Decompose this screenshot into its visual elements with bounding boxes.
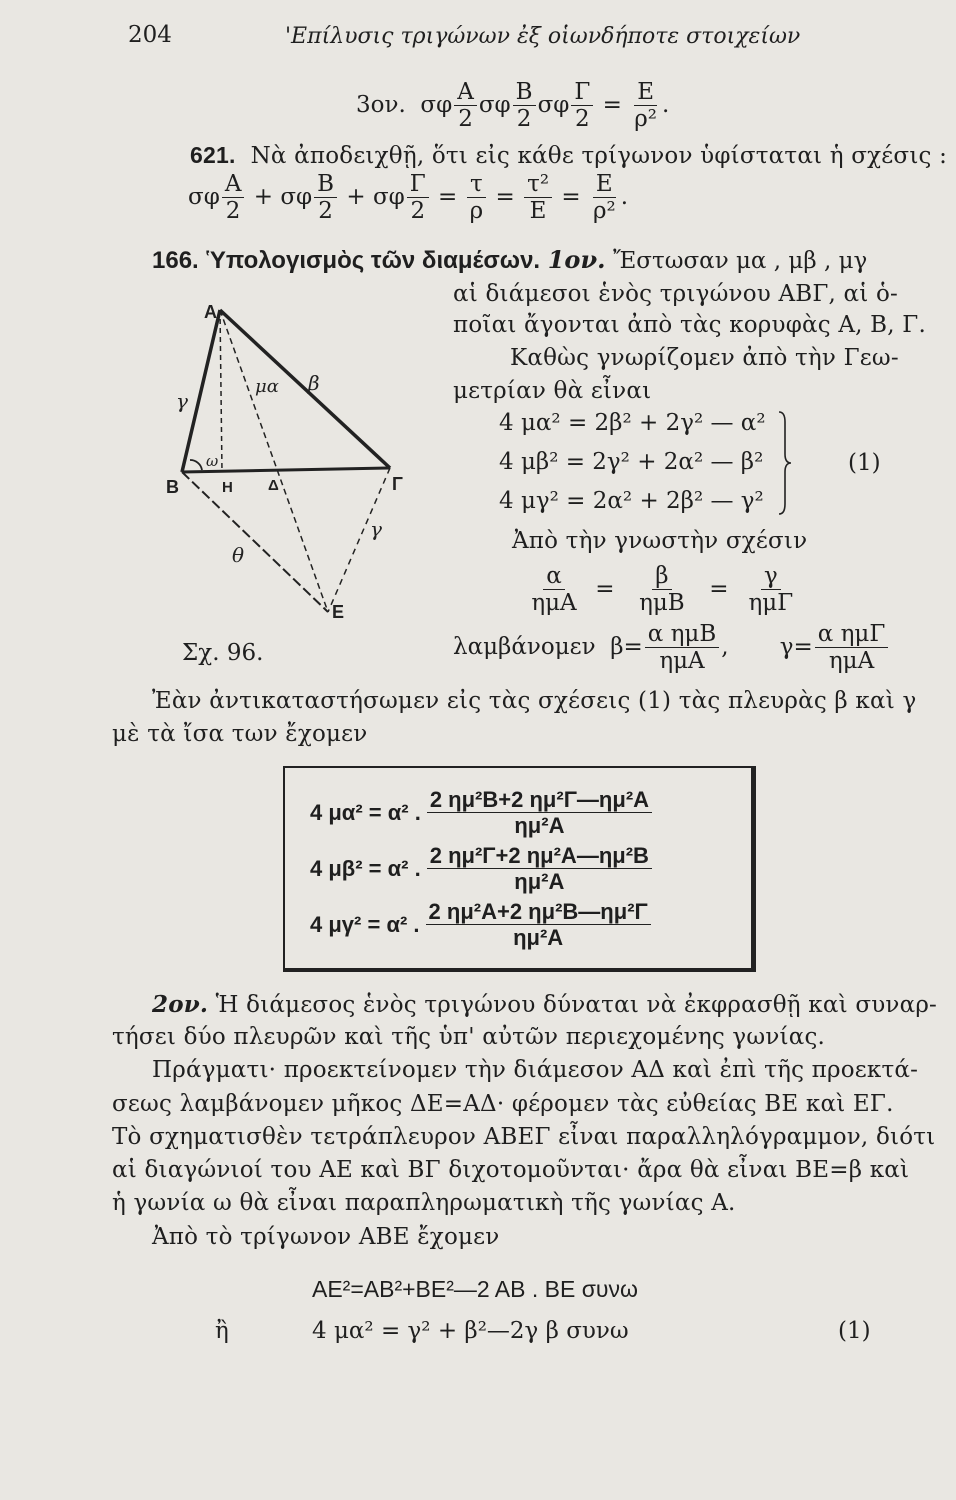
part2-line7: ἡ γωνία ω θὰ εἶναι παραπληρωματικὴ τῆς γωνίας Α. bbox=[112, 1190, 736, 1216]
section-166-line3: ποῖαι ἄγονται ἀπὸ τὰς κορυφὰς Α, Β, Γ. bbox=[453, 312, 926, 338]
part2-line5: Τὸ σχηματισθὲν τετράπλευρον ΑΒΕΓ εἶναι παραλληλόγραμμον, διότι bbox=[112, 1124, 936, 1150]
equation-1b: 4 μβ² = 2γ² + 2α² — β² bbox=[499, 449, 764, 475]
equation-1a: 4 μα² = 2β² + 2γ² — α² bbox=[499, 410, 766, 436]
part2-line1: 2ον. Ἡ διάμεσος ἑνὸς τριγώνου δύναται νὰ ἐκφρασθῇ καὶ συναρ- bbox=[152, 991, 938, 1018]
formula-label: 3ον. bbox=[356, 92, 406, 119]
fraction: $\frac{E}{\text{ρ²}}$ bbox=[634, 79, 657, 133]
label-beta: β bbox=[308, 371, 320, 395]
part2-line2: τήσει δύο πλευρῶν καὶ τῆς ὑπ' αὐτῶν περιεχομένης γωνίας. bbox=[112, 1024, 826, 1050]
part2-line3: Πράγματι· προεκτείνομεν τὴν διάμεσον ΑΔ καὶ ἐπὶ τῆς προεκτά- bbox=[152, 1057, 919, 1083]
label-G: Γ bbox=[392, 474, 403, 494]
label-E: Ε bbox=[332, 602, 345, 622]
figure-caption: Σχ. 96. bbox=[182, 640, 264, 666]
label-gamma: γ bbox=[176, 389, 188, 413]
label-gamma2: γ bbox=[370, 517, 382, 541]
part2-line4: σεως λαμβάνομεν μῆκος ΔΕ=ΑΔ· φέρομεν τὰς εὐθείας ΒΕ καὶ ΕΓ. bbox=[112, 1091, 894, 1117]
fraction: $\frac{B}{2}$ bbox=[513, 80, 536, 131]
final-equation-a: AE²=AB²+BE²—2 AB . BE συνω bbox=[312, 1276, 638, 1302]
running-title: 'Επίλυσις τριγώνων ἐξ οἱωνδήποτε στοιχείων bbox=[285, 24, 801, 49]
label-D: Δ bbox=[268, 477, 279, 494]
boxed-formula-a: 4 μα² = α² . $\frac{\text{2 ημ²Β+2 ημ²Γ—ημ²Α}}{\text{ημ²Α}}$ bbox=[310, 788, 654, 837]
formula-3ov: 3ον. σφ $\frac{A}{2}$ σφ $\frac{B}{2}$ σφ $\frac{\Gamma}{2}$ = $\frac{E}{\text{ρ²}}$ . bbox=[356, 79, 670, 133]
label-mu-a: μα bbox=[255, 376, 279, 397]
brace-icon bbox=[775, 410, 795, 516]
label-omega: ω bbox=[206, 452, 219, 470]
sine-rule: $\frac{\alpha}{\text{ημΑ}}$ = $\frac{\beta}{\text{ημΒ}}$ = $\frac{\gamma}{\text{ημΓ}}$ bbox=[531, 563, 794, 617]
exercise-621: 621. Νὰ ἀποδειχθῇ, ὅτι εἰς κάθε τρίγωνον ὑφίσταται ἡ σχέσις : bbox=[190, 142, 948, 169]
label-H: Η bbox=[222, 479, 233, 496]
final-equation-b: 4 μα² = γ² + β²—2γ β συνω bbox=[312, 1318, 629, 1344]
section-166-heading: 166. Ὑπολογισμὸς τῶν διαμέσων. 1ον. Ἔστωσαν μα , μβ , μγ bbox=[152, 245, 868, 274]
part2-line8: Ἀπὸ τὸ τρίγωνον ΑΒΕ ἔχομεν bbox=[152, 1224, 500, 1250]
page-number: 204 bbox=[128, 22, 172, 48]
part2-line6: αἱ διαγώνιοί του ΑΕ καὶ ΒΓ διχοτομοῦνται· ἄρα θὰ εἶναι ΒΕ=β καὶ bbox=[112, 1157, 910, 1183]
substitution-line2: μὲ τὰ ἴσα των ἔχομεν bbox=[112, 721, 368, 747]
boxed-formula-b: 4 μβ² = α² . $\frac{\text{2 ημ²Γ+2 ημ²Α—ημ²Β}}{\text{ημ²Α}}$ bbox=[310, 844, 654, 893]
triangle-figure bbox=[160, 300, 420, 630]
substitution-line1: Ἐὰν ἀντικαταστήσωμεν εἰς τὰς σχέσεις (1) τὰς πλευρὰς β καὶ γ bbox=[152, 688, 917, 714]
label-B: Β bbox=[166, 477, 179, 497]
fraction: $\frac{\Gamma}{2}$ bbox=[571, 80, 593, 131]
equation-1c: 4 μγ² = 2α² + 2β² — γ² bbox=[499, 488, 764, 514]
label-A: Α bbox=[204, 302, 217, 322]
boxed-formula-c: 4 μγ² = α² . $\frac{\text{2 ημ²Α+2 ημ²Β—ημ²Γ}}{\text{ημ²Α}}$ bbox=[310, 900, 653, 949]
fraction: $\frac{A}{2}$ bbox=[454, 80, 477, 131]
section-166-line5: μετρίαν θὰ εἶναι bbox=[453, 378, 652, 404]
section-166-line2: αἱ διάμεσοι ἑνὸς τριγώνου ΑΒΓ, αἱ ὁ- bbox=[453, 281, 899, 307]
sine-rule-intro: Ἀπὸ τὴν γνωστὴν σχέσιν bbox=[512, 528, 808, 554]
exercise-621-formula: σφ $\frac{A}{2}$ + σφ $\frac{B}{2}$ + σφ $\frac{\Gamma}{2}$ = $\frac{\tau}{\rho}$ = $\frac{\text{τ²}}{E}$ = $\frac{E}{\text{ρ²}}$ . bbox=[188, 171, 629, 225]
section-166-line4: Καθὼς γνωρίζομεν ἀπὸ τὴν Γεω- bbox=[510, 345, 899, 371]
final-or: ἢ bbox=[215, 1318, 229, 1344]
equation-ref: (1) bbox=[848, 450, 881, 476]
final-ref: (1) bbox=[838, 1318, 871, 1344]
sine-rule-result: λαμβάνομεν β= $\frac{\text{α ημΒ}}{\text{ημΑ}}$ , γ= $\frac{\text{α ημΓ}}{\text{ημΑ}}$ bbox=[453, 622, 890, 673]
label-theta: θ bbox=[232, 543, 245, 567]
